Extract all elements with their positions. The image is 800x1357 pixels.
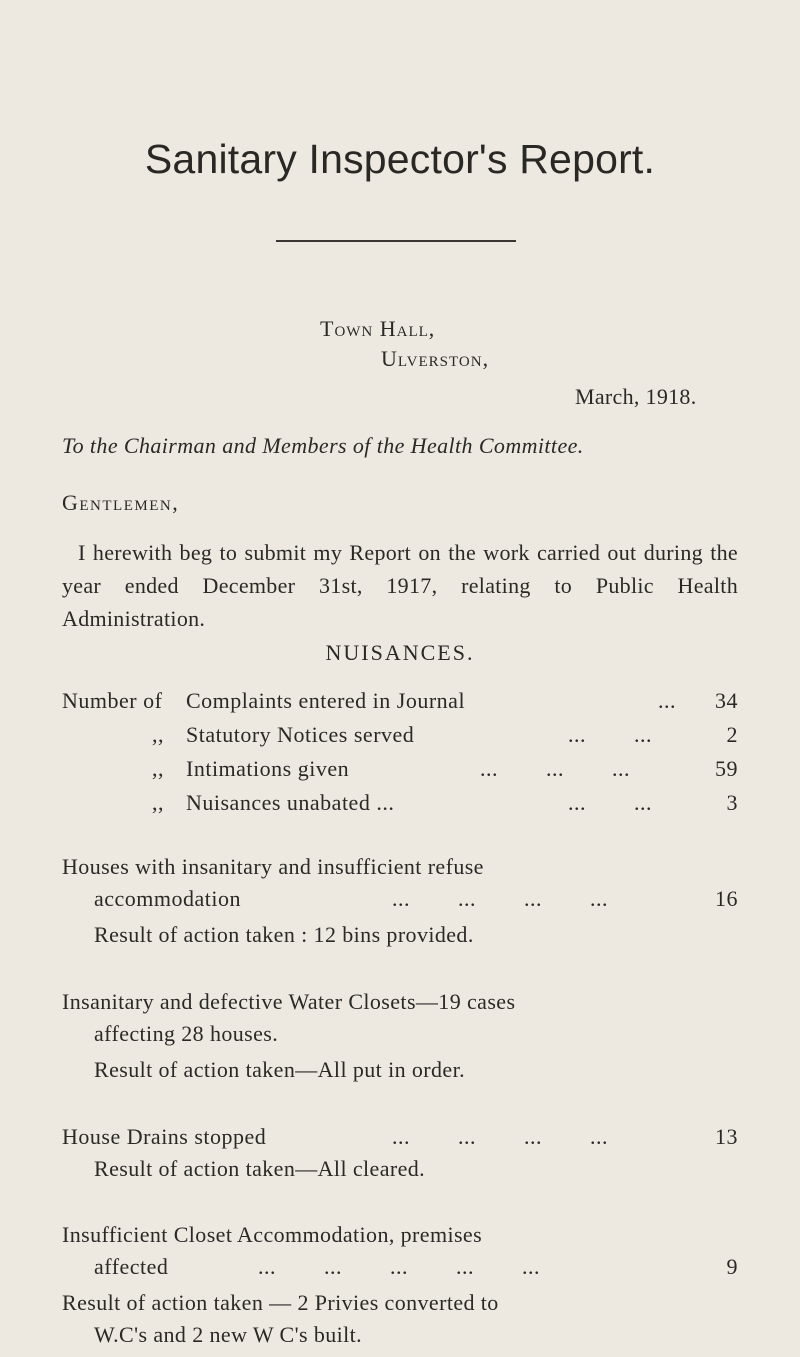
intro-paragraph xyxy=(62,536,738,635)
row-leader-dots: ... ... ... ... xyxy=(392,1124,608,1149)
row-leader-dots: ... xyxy=(658,688,676,713)
closet-accommodation-result-2: W.C's and 2 new W C's built. xyxy=(94,1322,363,1347)
row-value: 16 xyxy=(715,886,738,911)
row-label: Intimations given xyxy=(186,756,350,781)
row-leader-dots: ... ... ... ... xyxy=(392,886,608,911)
row-value: 9 xyxy=(726,1254,738,1279)
row-leader-dots: ... ... ... ... ... xyxy=(258,1254,540,1279)
row-leader-dots: ... ... xyxy=(568,722,652,747)
intro-text: I herewith beg to submit my Report on the work carried out during the year ended December 31st, 1917, relating to Public Health Administration. xyxy=(62,540,738,631)
closet-accommodation-row xyxy=(0,1254,800,1284)
title-underline xyxy=(276,240,516,242)
nuisance-row-statutory-notices xyxy=(0,722,800,752)
row-prefix: ,, xyxy=(152,790,164,815)
row-value: 34 xyxy=(715,688,738,713)
refuse-line-1: Houses with insanitary and insufficient refuse xyxy=(62,854,484,879)
row-value: 59 xyxy=(715,756,738,781)
drains-row xyxy=(0,1124,800,1154)
address-town-hall: Town Hall, xyxy=(320,316,436,341)
refuse-result: Result of action taken : 12 bins provided. xyxy=(94,922,474,947)
closet-accommodation-line-1: Insufficient Closet Accommodation, premises xyxy=(62,1222,483,1247)
row-prefix: ,, xyxy=(152,722,164,747)
water-closets-line-2: affecting 28 houses. xyxy=(94,1021,279,1046)
row-label: affected xyxy=(94,1254,169,1279)
closet-accommodation-result-1: Result of action taken — 2 Privies converted to xyxy=(62,1290,499,1315)
nuisance-row-intimations xyxy=(0,756,800,786)
section-heading-nuisances: NUISANCES. xyxy=(325,640,475,665)
salutation: Gentlemen, xyxy=(62,490,180,515)
row-leader-dots: ... ... xyxy=(568,790,652,815)
nuisance-row-unabated xyxy=(0,790,800,820)
row-label: House Drains stopped xyxy=(62,1124,267,1149)
report-date: March, 1918. xyxy=(575,384,697,409)
row-label: Statutory Notices served xyxy=(186,722,415,747)
row-label: Complaints entered in Journal xyxy=(186,688,466,713)
row-value: 13 xyxy=(715,1124,738,1149)
row-value: 3 xyxy=(726,790,738,815)
row-label: accommodation xyxy=(94,886,242,911)
salutation-addressee: To the Chairman and Members of the Health Committee. xyxy=(62,433,584,458)
refuse-row xyxy=(0,886,800,916)
water-closets-line-1: Insanitary and defective Water Closets—19 cases xyxy=(62,989,516,1014)
water-closets-result: Result of action taken—All put in order. xyxy=(94,1057,465,1082)
address-ulverston: Ulverston, xyxy=(381,346,490,371)
drains-result: Result of action taken—All cleared. xyxy=(94,1156,426,1181)
row-leader-dots: ... ... ... xyxy=(480,756,630,781)
row-label: Nuisances unabated ... xyxy=(186,790,395,815)
row-prefix: ,, xyxy=(152,756,164,781)
nuisance-row-complaints xyxy=(0,688,800,718)
row-value: 2 xyxy=(726,722,738,747)
report-title: Sanitary Inspector's Report. xyxy=(144,136,656,182)
row-prefix: Number of xyxy=(62,688,163,713)
